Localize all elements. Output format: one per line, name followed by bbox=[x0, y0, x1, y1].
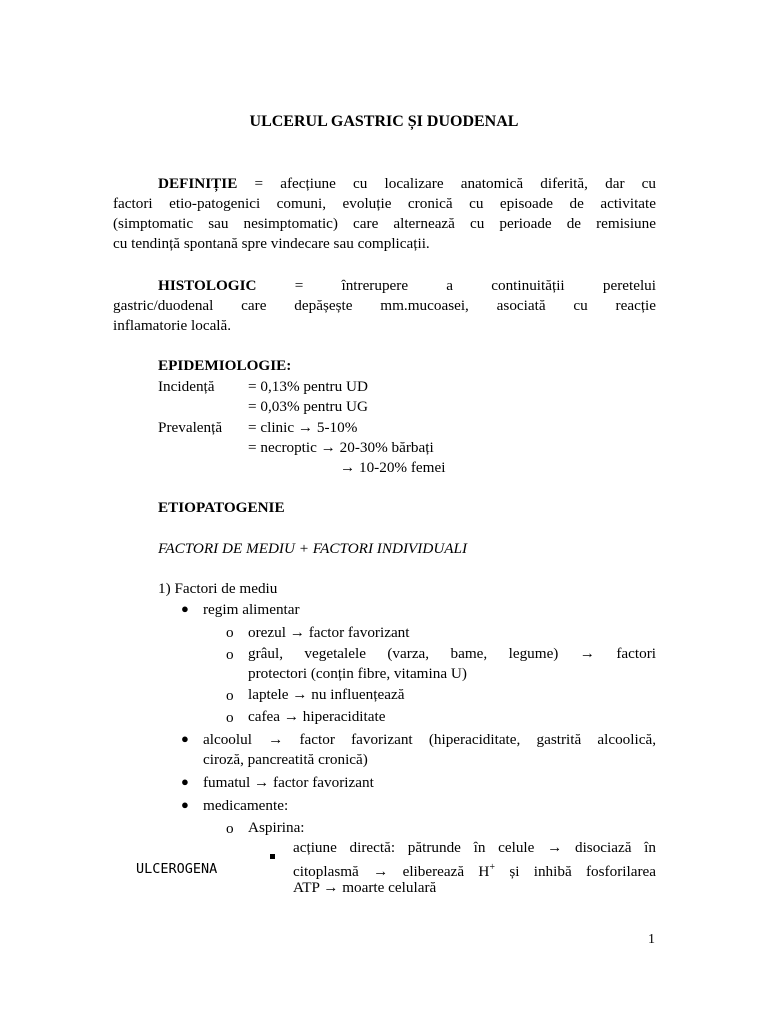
page-number: 1 bbox=[648, 932, 655, 947]
bullet-icon: ● bbox=[181, 601, 189, 616]
incidence-label: Incidență bbox=[158, 378, 215, 395]
histologic-label: HISTOLOGIC bbox=[158, 277, 257, 294]
histologic-paragraph: HISTOLOGIC = întrerupere a continuității peretelui gastric/duodenal care depășește mm.mucoasei, asociată cu reacție inflamatorie locală. bbox=[113, 277, 656, 334]
list-item-environmental-factors: 1) Factori de mediu bbox=[158, 580, 278, 597]
list-item-coffee: cafea → hiperaciditate bbox=[248, 708, 386, 725]
list-item-diet: regim alimentar bbox=[203, 601, 300, 618]
list-item-alcohol-cont: ciroză, pancreatită cronică) bbox=[203, 751, 368, 768]
prevalence-label: Prevalență bbox=[158, 419, 223, 436]
list-item-wheat: grâul, vegetalele (varza, bame, legume) → factori bbox=[248, 645, 656, 662]
definition-paragraph: DEFINIȚIE = afecțiune cu localizare anatomică diferită, dar cu factori etio-patogenici comuni, evoluție cronică cu episoade de activitate (simptomatic sau nesimptomatic) care alternează cu perioade de remisiune cu tendință spontană spre vindecare sau complicații. bbox=[113, 175, 656, 252]
prevalence-necroptic: = necroptic → 20-30% bărbați bbox=[248, 439, 434, 456]
prevalence-clinic: = clinic → 5-10% bbox=[248, 419, 358, 436]
epidemiology-heading: EPIDEMIOLOGIE: bbox=[158, 357, 292, 374]
list-item-alcohol: alcoolul → factor favorizant (hiperaciditate, gastrită alcoolică, bbox=[203, 731, 656, 748]
bullet-icon: ● bbox=[181, 774, 189, 789]
square-bullet-icon bbox=[270, 846, 275, 864]
prevalence-women: → 10-20% femei bbox=[340, 459, 446, 476]
list-item-milk: laptele → nu influențează bbox=[248, 686, 405, 703]
list-item-medication: medicamente: bbox=[203, 797, 289, 814]
definition-label: DEFINIȚIE bbox=[158, 175, 238, 192]
bullet-icon: ● bbox=[181, 731, 189, 746]
circle-bullet-icon: o bbox=[226, 646, 234, 663]
list-item-direct-action: acțiune directă: pătrunde în celule → disociază în bbox=[293, 839, 656, 856]
list-item-smoking: fumatul → factor favorizant bbox=[203, 774, 374, 791]
incidence-value-ug: = 0,03% pentru UG bbox=[248, 398, 368, 415]
bullet-icon: ● bbox=[181, 797, 189, 812]
list-item-direct-action-cont: citoplasmă → eliberează H+ și inhibă fosforilarea bbox=[293, 862, 656, 881]
factors-subtitle: FACTORI DE MEDIU + FACTORI INDIVIDUALI bbox=[158, 540, 468, 557]
circle-bullet-icon: o bbox=[226, 709, 234, 726]
circle-bullet-icon: o bbox=[226, 687, 234, 704]
incidence-value-ud: = 0,13% pentru UD bbox=[248, 378, 368, 395]
list-item-aspirin: Aspirina: bbox=[248, 819, 305, 836]
list-item-rice: orezul → factor favorizant bbox=[248, 624, 410, 641]
document-title: ULCERUL GASTRIC ȘI DUODENAL bbox=[249, 113, 519, 130]
list-item-wheat-cont: protectori (conțin fibre, vitamina U) bbox=[248, 665, 467, 682]
circle-bullet-icon: o bbox=[226, 624, 234, 641]
list-item-direct-action-end: ATP → moarte celulară bbox=[293, 879, 437, 896]
ulcerogenic-note: ULCEROGENA bbox=[136, 861, 218, 877]
circle-bullet-icon: o bbox=[226, 820, 234, 837]
etiopathogeny-heading: ETIOPATOGENIE bbox=[158, 499, 285, 516]
